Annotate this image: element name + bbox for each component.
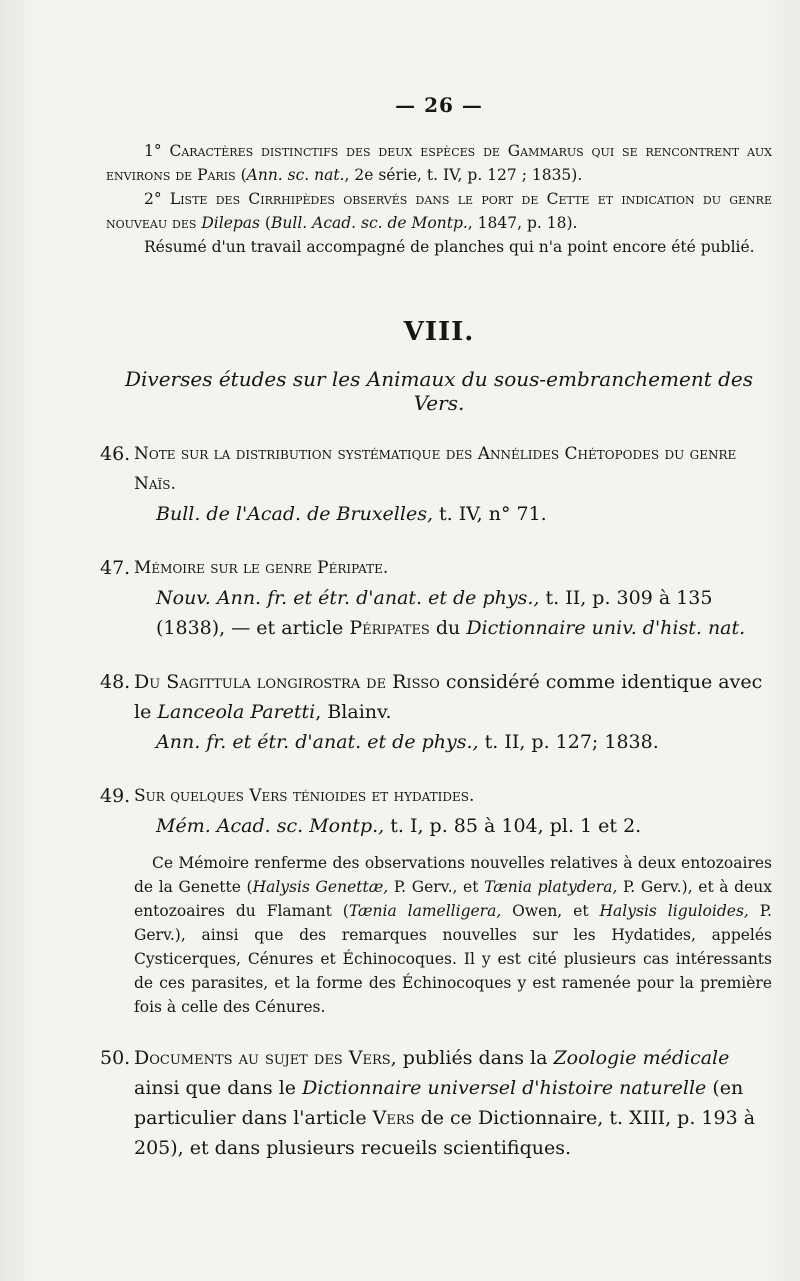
entry-citation [134, 499, 772, 529]
citation-journal: Mém. Acad. sc. Montp., [156, 815, 385, 837]
entry-title: Mémoire sur le genre Péripate. [134, 558, 389, 578]
entry-48 [100, 667, 772, 757]
citation-ref: t. IV, n° 71. [432, 503, 547, 525]
entry-title-text: publiés dans la [396, 1047, 554, 1069]
section-number: VIII. [403, 317, 475, 347]
citation-ref: t. I, p. 85 à 104, pl. 1 et 2. [384, 815, 642, 837]
citation-ref: t. II, p. 309 à 135 (1838), — et article [156, 587, 713, 639]
entry-47 [100, 553, 772, 643]
species-name: Tænia lamelligera, [348, 902, 502, 920]
entry-title: Note sur la distribution systématique des Annélides Chétopodes du genre Naïs. [134, 444, 737, 494]
intro-block [106, 139, 772, 259]
intro-item-1-journal: Ann. sc. nat. [246, 166, 345, 184]
species-name: Halysis Genettæ, [252, 878, 389, 896]
intro-item-1: 1° Caractères distinctifs des deux espèces de Gammarus qui se rencontrent aux environs de Paris (Ann. sc. nat., 2e série, t. IV, p. 127 ; 1835). [106, 142, 772, 184]
entry-description [134, 851, 772, 1019]
citation-ref: t. II, p. 127; 1838. [478, 731, 659, 753]
entry-number: 47. [100, 557, 131, 579]
intro-resume: Résumé d'un travail accompagné de planches qui n'a point encore été publié. [144, 238, 755, 256]
page-number: — 26 — [395, 93, 483, 117]
entry-title-text: (en particulier dans l'article [134, 1077, 744, 1129]
description-text: P. Gerv.), ainsi que des remarques nouvelles sur les Hydatides, appelés Cysticerques, Cénures et Échinocoques. Il y est cité plusieurs cas intéressants de ces parasites, et la forme des Échinocoques y est ramenée pour la première fois à celle des Cénures. [134, 902, 772, 1016]
entry-number: 50. [100, 1047, 131, 1069]
entry-title-species: Du Sagittula longirostra de Risso [134, 671, 440, 693]
entry-title-author: , Blainv. [315, 701, 392, 723]
entry-title-text: ainsi que dans le [134, 1077, 303, 1099]
citation-dictionary: Dictionnaire univ. d'hist. nat. [466, 617, 746, 639]
intro-item-2-genus: Dilepas [201, 214, 260, 232]
entry-46 [100, 439, 772, 529]
entry-title-text: de ce Dictionnaire, t. XIII, p. 193 à 205), et dans plusieurs recueils scientifiques. [134, 1107, 756, 1159]
entry-title-text: considéré comme identique avec le [134, 671, 763, 723]
entry-citation [134, 811, 772, 841]
citation-connector: du [429, 617, 467, 639]
entry-50 [100, 1043, 772, 1163]
entry-49 [100, 781, 772, 1019]
entry-title [134, 667, 772, 727]
entry-citation [134, 727, 772, 757]
description-text: Ce Mémoire renferme des observations nouvelles relatives à deux entozoaires de la Genette ( [134, 854, 772, 896]
section-title: Diverses études sur les Animaux du sous-embranchement des Vers. [124, 367, 754, 415]
entry-number: 49. [100, 785, 131, 807]
citation-journal: Bull. de l'Acad. de Bruxelles, [156, 503, 433, 525]
intro-item-1-title: 1° Caractères distinctifs des deux espèces de Gammarus qui se rencontrent aux environs de Paris [106, 142, 772, 184]
intro-item-2-journal: Bull. Acad. sc. de Montp. [270, 214, 468, 232]
intro-item-2: 2° Liste des Cirrhipèdes observés dans le port de Cette et indication du genre nouveau des Dilepas (Bull. Acad. sc. de Montp., 1847, p. 18). [106, 190, 772, 232]
description-text: Owen, et [501, 902, 600, 920]
entry-title-work: Zoologie médicale [553, 1047, 730, 1069]
species-name: Tænia platydera, [484, 878, 618, 896]
entry-title-work: Dictionnaire universel d'histoire naturelle [302, 1077, 707, 1099]
entry-number: 46. [100, 443, 131, 465]
species-name: Halysis liguloides, [599, 902, 749, 920]
entry-title-lead: Documents au sujet des Vers, [134, 1047, 397, 1069]
entry-title-genus: Lanceola Paretti [157, 701, 316, 723]
citation-journal: Ann. fr. et étr. d'anat. et de phys., [156, 731, 479, 753]
entry-citation [134, 583, 772, 643]
citation-article: Péripates [349, 617, 430, 639]
intro-item-2-title: 2° Liste des Cirrhipèdes observés dans le port de Cette et indication du genre nouveau des [106, 190, 772, 232]
entry-number: 48. [100, 671, 131, 693]
entry-title-article: Vers [372, 1107, 415, 1129]
description-text: P. Gerv., et [388, 878, 485, 896]
intro-item-2-ref: , 1847, p. 18). [467, 214, 578, 232]
entry-title: Sur quelques Vers ténioides et hydatides. [134, 786, 475, 806]
description-text: P. Gerv.), et à deux entozoaires du Flamant ( [134, 878, 772, 920]
citation-journal: Nouv. Ann. fr. et étr. d'anat. et de phys., [156, 587, 540, 609]
intro-item-1-ref: , 2e série, t. IV, p. 127 ; 1835). [344, 166, 583, 184]
entry-title [134, 1043, 772, 1163]
